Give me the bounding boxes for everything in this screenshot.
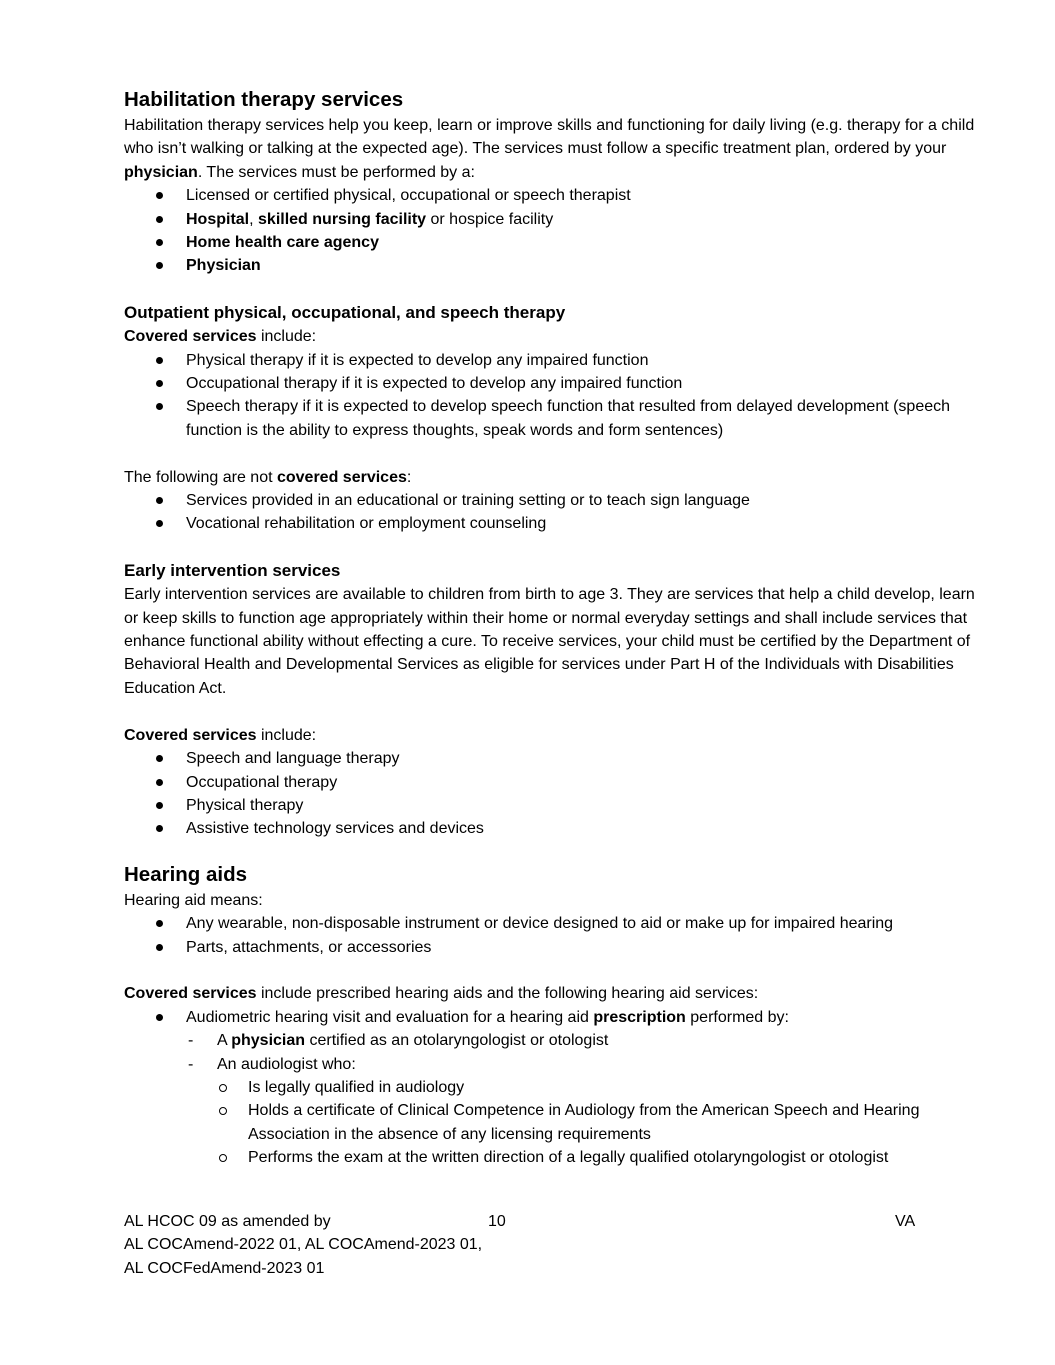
early-intervention-body: Early intervention services are available to children from birth to age 3. They are services that help a child develop, learn or keep skills to function age appropriately within their home or normal everyday settings and shall include services that enhance functional ability without effecting a cure. To receive services, your child must be certified by the Department of Behavioral Health and Developmental Services as eligible for services under Part H of the Individuals with Disabilities Education Act. <box>124 586 975 697</box>
list-item: Holds a certificate of Clinical Competence in Audiology from the American Speech and Hearing Association in the absence of any licensing requirements <box>248 1099 984 1146</box>
list-item: Performs the exam at the written direction of a legally qualified otolaryngologist or otologist <box>248 1146 984 1169</box>
outpatient-covered-intro: Covered services include: <box>124 328 317 346</box>
list-item: Hospital, skilled nursing facility or hospice facility <box>186 208 984 231</box>
hearing-provider-list <box>186 1029 984 1169</box>
list-item: Occupational therapy if it is expected to develop any impaired function <box>186 372 984 395</box>
footer-state: VA <box>895 1213 916 1230</box>
list-item: Physician <box>186 254 984 277</box>
hearing-covered-intro: Covered services include prescribed hearing aids and the following hearing aid services: <box>124 985 759 1003</box>
list-item: Vocational rehabilitation or employment counseling <box>186 512 984 535</box>
hearing-aid-means-list <box>124 912 984 959</box>
outpatient-covered-list <box>124 349 984 443</box>
habilitation-heading: Habilitation therapy services <box>124 88 404 111</box>
list-item: Speech therapy if it is expected to develop speech function that resulted from delayed development (speech function is the ability to express thoughts, speak words and form sentences) <box>186 395 984 442</box>
hearing-covered-list <box>124 1006 984 1170</box>
list-item: - An audiologist who: Is legally qualified in audiology Holds a certificate of Clinical Competence in Audiology from the American Speech and Hearing Association in the absence of any licensing requirements Performs the exam at the written direction of a legally qualified otolaryngologist or otologist <box>217 1053 984 1170</box>
early-intervention-heading: Early intervention services <box>124 561 341 581</box>
early-covered-list <box>124 747 984 841</box>
early-covered-intro: Covered services include: <box>124 726 317 744</box>
hearing-aids-heading: Hearing aids <box>124 862 248 886</box>
footer-line: AL COCAmend-2022 01, AL COCAmend-2023 01, <box>124 1236 483 1254</box>
list-item: Home health care agency <box>186 231 984 254</box>
audiologist-criteria-list <box>217 1076 984 1170</box>
list-item: Physical therapy <box>186 794 984 817</box>
habilitation-provider-list <box>124 184 984 278</box>
habilitation-intro: Habilitation therapy services help you keep, learn or improve skills and functioning for daily living (e.g. therapy for a child who isn’t walking or talking at the expected age). The services must follow a specific treatment plan, ordered by your physician. The services must be performed by a: <box>124 117 975 181</box>
footer-document-ids <box>124 1210 544 1280</box>
page-content <box>124 86 984 1170</box>
list-item: Is legally qualified in audiology <box>248 1076 984 1099</box>
footer-line: AL HCOC 09 as amended by <box>124 1213 331 1230</box>
outpatient-not-covered-intro: The following are not covered services: <box>124 468 412 486</box>
hearing-aid-means: Hearing aid means: <box>124 891 263 909</box>
page-number: 10 <box>488 1213 506 1230</box>
list-item: Audiometric hearing visit and evaluation for a hearing aid prescription performed by: - A physician certified as an otolaryngologist or otologist - An audiologist who: Is legally qualified in audiology Holds a certificate of Clinical Competence in Audiology from the American Speech and Hearing Association in the absence of any licensing requirements Performs the exam at the written direction of a legally qualified otolaryngologist or otologist <box>186 1006 984 1170</box>
list-item: Licensed or certified physical, occupational or speech therapist <box>186 184 984 207</box>
outpatient-not-covered-list <box>124 489 984 536</box>
outpatient-heading: Outpatient physical, occupational, and speech therapy <box>124 303 566 323</box>
list-item: Speech and language therapy <box>186 747 984 770</box>
list-item: Assistive technology services and devices <box>186 817 984 840</box>
list-item: Services provided in an educational or training setting or to teach sign language <box>186 489 984 512</box>
list-item: Parts, attachments, or accessories <box>186 936 984 959</box>
list-item: Occupational therapy <box>186 771 984 794</box>
list-item: - A physician certified as an otolaryngologist or otologist <box>217 1029 984 1052</box>
list-item: Physical therapy if it is expected to develop any impaired function <box>186 349 984 372</box>
list-item: Any wearable, non-disposable instrument or device designed to aid or make up for impaired hearing <box>186 912 984 935</box>
footer-line: AL COCFedAmend-2023 01 <box>124 1259 325 1277</box>
